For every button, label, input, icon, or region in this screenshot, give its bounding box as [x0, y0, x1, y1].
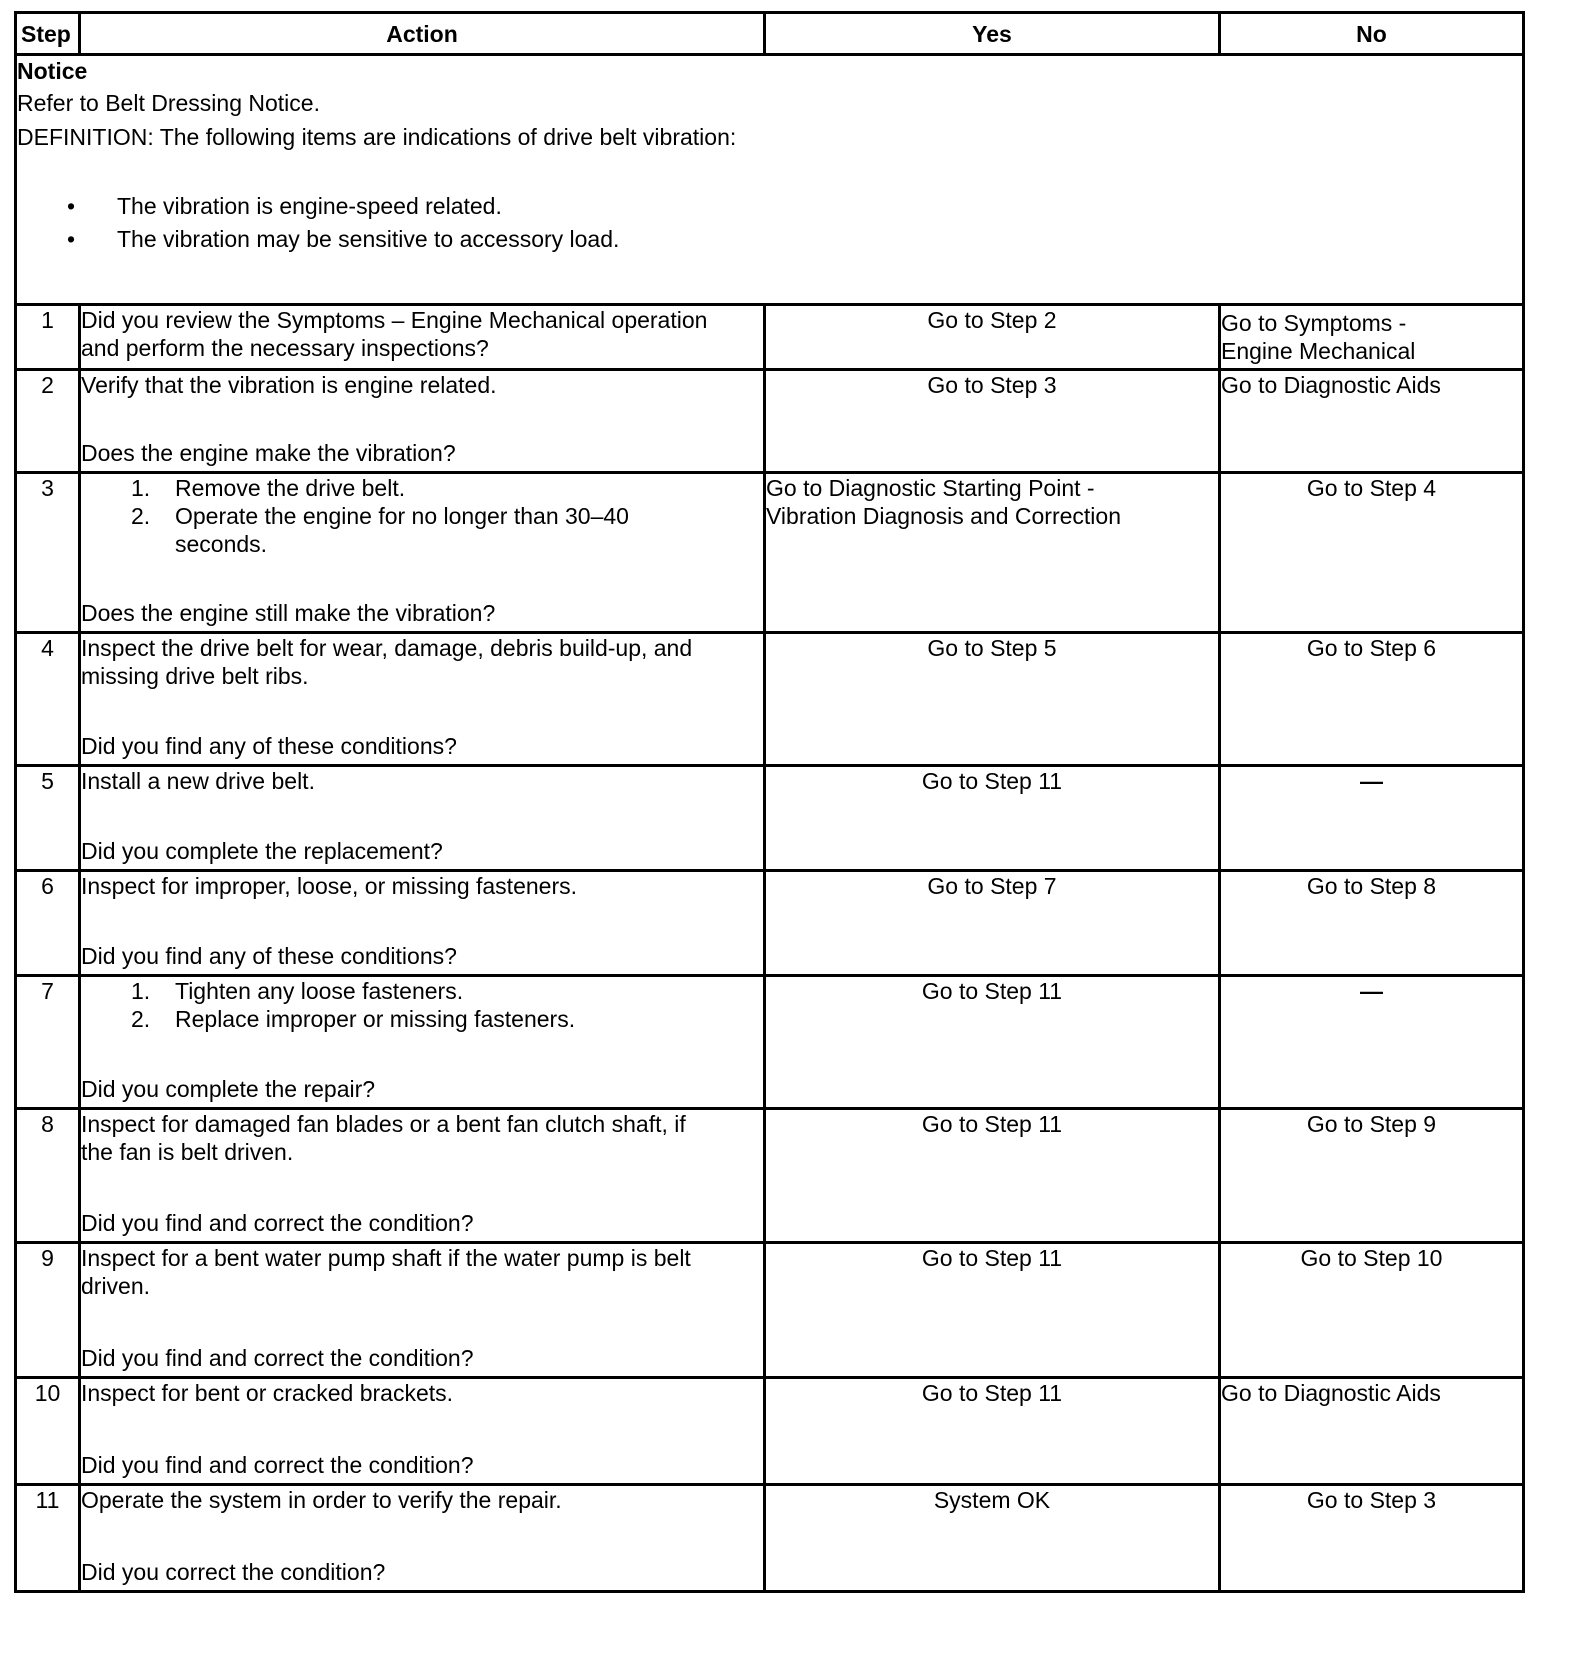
header-yes: Yes — [765, 13, 1220, 55]
step-no: — — [1220, 766, 1524, 871]
step-action — [80, 633, 765, 766]
step-number: 9 — [16, 1243, 80, 1378]
no-line: Engine Mechanical — [1221, 338, 1416, 364]
table-row — [16, 633, 1524, 766]
step-number: 2 — [16, 370, 80, 473]
action-question: Did you find and correct the condition? — [81, 1210, 474, 1236]
sub-item-text: Tighten any loose fasteners. — [175, 978, 464, 1004]
sub-item-text: Operate the engine for no longer than 30–40 — [175, 503, 629, 529]
notice-title: Notice — [17, 58, 88, 84]
diagnostic-table — [14, 11, 1525, 1593]
action-line: and perform the necessary inspections? — [81, 335, 489, 361]
step-number: 4 — [16, 633, 80, 766]
step-yes: Go to Step 7 — [765, 871, 1220, 976]
action-question: Did you complete the replacement? — [81, 838, 443, 864]
list-item — [81, 977, 763, 1005]
bullet-text: The vibration may be sensitive to accessory load. — [117, 226, 620, 252]
action-text: Verify that the vibration is engine related. — [81, 372, 497, 398]
sub-item-number: 2. — [131, 503, 151, 529]
sub-item-number: 1. — [131, 475, 151, 501]
sub-item-number: 1. — [131, 978, 151, 1004]
step-action — [80, 1109, 765, 1243]
sub-item-number: 2. — [131, 1006, 151, 1032]
step-yes: System OK — [765, 1485, 1220, 1592]
header-row — [16, 13, 1524, 55]
action-question: Does the engine still make the vibration? — [81, 600, 496, 626]
step-no: — — [1220, 976, 1524, 1109]
action-text: Install a new drive belt. — [81, 768, 315, 794]
action-question: Did you correct the condition? — [81, 1559, 386, 1585]
step-action — [80, 1485, 765, 1592]
step-no: Go to Step 3 — [1220, 1485, 1524, 1592]
action-question: Does the engine make the vibration? — [81, 440, 456, 466]
step-number: 1 — [16, 305, 80, 370]
action-question: Did you find and correct the condition? — [81, 1452, 474, 1478]
header-action: Action — [80, 13, 765, 55]
step-action — [80, 1378, 765, 1485]
bullet-text: The vibration is engine-speed related. — [117, 193, 502, 219]
step-no: Go to Step 10 — [1220, 1243, 1524, 1378]
step-yes: Go to Step 11 — [765, 766, 1220, 871]
step-yes: Go to Step 11 — [765, 1109, 1220, 1243]
step-number: 8 — [16, 1109, 80, 1243]
action-question: Did you find any of these conditions? — [81, 733, 457, 759]
table-row — [16, 871, 1524, 976]
action-text: Inspect the drive belt for wear, damage, debris build-up, and — [81, 635, 693, 661]
notice-cell — [16, 55, 1524, 305]
step-no: Go to Diagnostic Aids — [1220, 370, 1524, 473]
step-number: 7 — [16, 976, 80, 1109]
action-text: driven. — [81, 1273, 151, 1299]
table-row — [16, 1378, 1524, 1485]
step-yes — [765, 473, 1220, 633]
action-text: Operate the system in order to verify the repair. — [81, 1487, 562, 1513]
action-text: Inspect for bent or cracked brackets. — [81, 1380, 454, 1406]
action-text: Inspect for a bent water pump shaft if the water pump is belt — [81, 1245, 691, 1271]
list-item — [81, 474, 763, 502]
bullet-icon: • — [67, 226, 76, 252]
header-step: Step — [16, 13, 80, 55]
step-action — [80, 1243, 765, 1378]
action-question: Did you complete the repair? — [81, 1076, 376, 1102]
table-row — [16, 1109, 1524, 1243]
table-row — [16, 976, 1524, 1109]
step-number: 3 — [16, 473, 80, 633]
list-item — [81, 502, 763, 558]
step-number: 10 — [16, 1378, 80, 1485]
yes-line: Vibration Diagnosis and Correction — [766, 503, 1121, 529]
step-action — [80, 305, 765, 370]
action-question: Did you find any of these conditions? — [81, 943, 457, 969]
notice-text: Refer to Belt Dressing Notice. — [17, 90, 320, 116]
step-action — [80, 370, 765, 473]
table-row — [16, 305, 1524, 370]
step-number: 6 — [16, 871, 80, 976]
step-number: 11 — [16, 1485, 80, 1592]
list-item — [67, 223, 1522, 256]
step-yes: Go to Step 2 — [765, 305, 1220, 370]
step-number: 5 — [16, 766, 80, 871]
step-yes: Go to Step 3 — [765, 370, 1220, 473]
table-row — [16, 1485, 1524, 1592]
step-yes: Go to Step 11 — [765, 1378, 1220, 1485]
action-question: Did you find and correct the condition? — [81, 1345, 474, 1371]
notice-row — [16, 55, 1524, 305]
action-sub-list — [81, 474, 763, 558]
step-no: Go to Diagnostic Aids — [1220, 1378, 1524, 1485]
step-action — [80, 976, 765, 1109]
list-item — [67, 190, 1522, 223]
step-no: Go to Step 6 — [1220, 633, 1524, 766]
sub-item-text: Remove the drive belt. — [175, 475, 406, 501]
step-action — [80, 473, 765, 633]
notice-definition: DEFINITION: The following items are indications of drive belt vibration: — [17, 124, 737, 150]
table-row — [16, 370, 1524, 473]
bullet-icon: • — [67, 193, 76, 219]
step-no: Go to Step 8 — [1220, 871, 1524, 976]
notice-bullet-list — [17, 190, 1522, 256]
action-text: the fan is belt driven. — [81, 1139, 294, 1165]
action-text: Inspect for damaged fan blades or a bent fan clutch shaft, if — [81, 1111, 686, 1137]
yes-line: Go to Diagnostic Starting Point - — [766, 475, 1095, 501]
action-sub-list — [81, 977, 763, 1033]
step-no: Go to Step 9 — [1220, 1109, 1524, 1243]
step-action — [80, 766, 765, 871]
step-action — [80, 871, 765, 976]
step-yes: Go to Step 11 — [765, 1243, 1220, 1378]
sub-item-text: Replace improper or missing fasteners. — [175, 1006, 576, 1032]
sub-item-text: seconds. — [175, 531, 268, 557]
action-text: Inspect for improper, loose, or missing fasteners. — [81, 873, 577, 899]
step-no — [1220, 305, 1524, 370]
action-text: missing drive belt ribs. — [81, 663, 309, 689]
action-line: Did you review the Symptoms – Engine Mechanical operation — [81, 307, 708, 333]
table-row — [16, 1243, 1524, 1378]
list-item — [81, 1005, 763, 1033]
table-row — [16, 473, 1524, 633]
step-yes: Go to Step 5 — [765, 633, 1220, 766]
step-no: Go to Step 4 — [1220, 473, 1524, 633]
step-yes: Go to Step 11 — [765, 976, 1220, 1109]
header-no: No — [1220, 13, 1524, 55]
table-row — [16, 766, 1524, 871]
no-line: Go to Symptoms - — [1221, 310, 1407, 336]
